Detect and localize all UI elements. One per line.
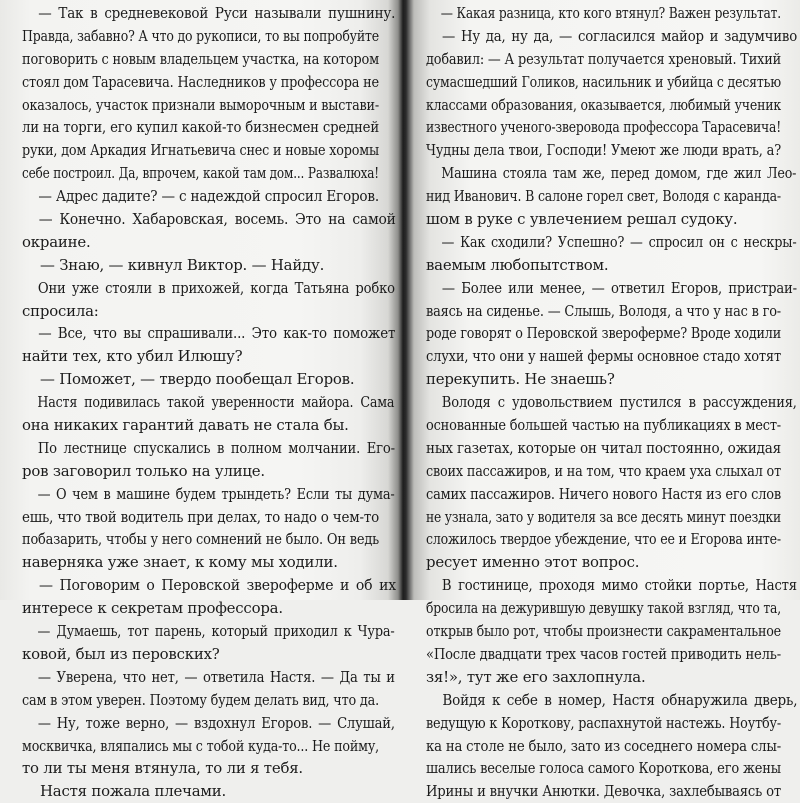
left-page-text-line: — Так в средневековой Руси называли пушнину.	[38, 4, 396, 22]
left-page-text-line: — Думаешь, тот парень, который приходил к Чура-	[37, 622, 395, 641]
right-page-text-line: классами образования, оказывается, любимый ученик	[426, 95, 781, 114]
left-page-text-line: По лестнице спускались в полном молчании. Его-	[37, 438, 395, 457]
left-page-text-line: найти тех, кто убил Илюшу?	[22, 347, 243, 366]
right-page-text-line: зя!», тут же его захлопнула.	[426, 667, 646, 686]
right-page-text-line: — Как сходили? Успешно? — спросил он с нескры-	[441, 232, 797, 251]
right-page-text-line: известного ученого-зверовода профессора Тарасевича!	[426, 118, 781, 137]
right-page-text-line: Чудны дела твои, Господи! Умеют же люди врать, а?	[426, 141, 781, 160]
right-page-text-line: сложилось твердое убеждение, что ее и Егорова инте-	[426, 530, 781, 549]
left-page-text-line: Настя подивилась такой уверенности майора. Сама	[37, 393, 395, 412]
right-page-text-line: ваемым любопытством.	[426, 255, 609, 274]
right-page-text-line: роде говорят о Перовской звероферме? Вроде ходили	[426, 324, 781, 343]
left-page-text-line: — Ну, тоже верно, — вздохнул Егоров. — Слушай,	[37, 713, 395, 732]
left-page-text-line: — Адрес дадите? — с надеждой спросил Егоров.	[38, 187, 380, 206]
right-page-text-line: самих пассажиров. Ничего нового Настя из его слов	[426, 484, 781, 503]
right-page-text-line: В гостинице, проходя мимо стойки портье, Настя	[441, 576, 797, 595]
right-page-text-line: своих пассажиров, и на том, что краем уха слыхал от	[426, 461, 781, 480]
left-page-text-line: Настя пожала плечами.	[40, 782, 227, 801]
left-page-text-line: сам в этом уверен. Поэтому будем делать вид, что да.	[22, 690, 379, 709]
right-page-text-line: Володя с удовольствием пустился в рассуждения,	[441, 393, 797, 412]
left-page-text-line: — Конечно. Хабаровская, восемь. Это на самой	[38, 210, 396, 229]
right-page-text-line: основанные большей частью на публикациях в мест-	[426, 416, 781, 435]
left-page-text-line: себе построил. Да, впрочем, какой там дом... Развалюха!	[22, 164, 379, 183]
left-page-text-line: интересе к секретам профессора.	[22, 599, 283, 618]
right-page-text-line: бросила на дежурившую девушку такой взгляд, что та,	[426, 599, 781, 618]
right-page-text-line: ведущую к Короткову, распахнутой настежь. Ноутбу-	[426, 713, 781, 732]
right-page	[426, 2, 798, 801]
left-page-text-line: стоял дом Тарасевича. Наследников у профессора не	[22, 72, 379, 91]
right-page-text-line: добавил: — А результат получается хреновый. Тихий	[426, 49, 781, 68]
right-page-text-line: ваясь на сиденье. — Слышь, Володя, а что у нас в го-	[426, 301, 781, 320]
right-page-text-line: Войдя к себе в номер, Настя обнаружила дверь,	[442, 690, 798, 709]
left-page-text-line: Они уже стояли в прихожей, когда Татьяна робко	[37, 278, 395, 297]
left-page-text-line: то ли ты меня втянула, то ли я тебя.	[22, 759, 303, 778]
left-page-text-line: наверняка уже знает, к кому мы ходили.	[22, 553, 338, 572]
left-page-text-line: — Все, что вы спрашивали... Это как-то поможет	[38, 324, 396, 343]
left-page-text-line: ковой, был из перовских?	[22, 644, 220, 663]
left-page-text-line: она никаких гарантий давать не стала бы.	[22, 416, 349, 435]
right-page-text-line: Машина стояла там же, перед домом, где жил Лео-	[441, 164, 797, 183]
left-page-text-line: — О чем в машине будем трындеть? Если ты дума-	[37, 484, 395, 503]
left-page-text-line: — Поможет, — твердо пообещал Егоров.	[40, 370, 355, 389]
right-page-text-line: нид Иванович. В салоне горел свет, Володя с каранда-	[426, 187, 781, 206]
right-page-text-line: ных газетах, которые он читал постоянно, ожидая	[426, 438, 781, 457]
left-page-text-line: ешь, что твой водитель при делах, то надо о чем-то	[22, 507, 379, 526]
right-page-text-line: — Более или менее, — ответил Егоров, пристраи-	[441, 278, 797, 297]
left-page-text-line: поговорить с новым владельцем участка, на котором	[22, 49, 379, 68]
right-page-text-line: не узнала, зато у водителя за все десять минут поездки	[426, 507, 781, 526]
left-page-text-line: москвичка, вляпались мы с тобой куда-то... Не пойму,	[22, 736, 379, 755]
right-page-text-line: ка на столе не было, зато из соседнего номера слы-	[426, 736, 781, 755]
right-page-text-line: слухи, что они у нашей фермы основное стадо хотят	[426, 347, 781, 366]
left-page-text-line: руки, дом Аркадия Игнатьевича снес и новые хоромы	[22, 141, 379, 160]
right-page-text-line: — Ну да, ну да, — согласился майор и задумчиво	[442, 26, 798, 45]
right-page-text-line: шом в руке с увлечением решал судоку.	[426, 210, 738, 229]
right-page-text-line: ресует именно этот вопрос.	[426, 553, 640, 572]
right-page-text-line: шались веселые голоса самого Короткова, его жены	[426, 759, 781, 778]
left-page-text-line: — Знаю, — кивнул Виктор. — Найду.	[40, 255, 325, 274]
right-page-text-line: открыв было рот, чтобы произнести сакраментальное	[426, 622, 781, 641]
left-page-text-line: — Уверена, что нет, — ответила Настя. — Да ты и	[37, 667, 395, 686]
left-page-text-line: Правда, забавно? А что до рукописи, то вы попробуйте	[22, 26, 379, 45]
right-page-text-line: «После двадцати трех часов гостей приводить нель-	[426, 644, 781, 663]
left-page-text-line: — Поговорим о Перовской звероферме и об их	[38, 576, 396, 595]
left-page-text-line: побазарить, чтобы у него сомнений не было. Он ведь	[22, 530, 379, 549]
right-page-text-line: перекупить. Не знаешь?	[426, 370, 615, 389]
left-page-text-line: спросила:	[22, 301, 99, 320]
left-page-text-line: окраине.	[22, 232, 91, 251]
left-page-text-line: ров заговорил только на улице.	[22, 461, 265, 480]
left-page	[22, 2, 396, 801]
right-page-text-line: сумасшедший Голиков, насильник и убийца с десятью	[426, 72, 781, 91]
left-page-text-line: ли на торги, его купил какой-то бизнесмен средней	[22, 118, 379, 137]
right-page-text-line: — Какая разница, кто кого втянул? Важен результат.	[440, 4, 781, 22]
left-page-text-line: оказалось, участок признали выморочным и выстави-	[22, 95, 379, 114]
right-page-text-line: Ирины и внучки Анютки. Девочка, захлебываясь от	[426, 782, 781, 801]
